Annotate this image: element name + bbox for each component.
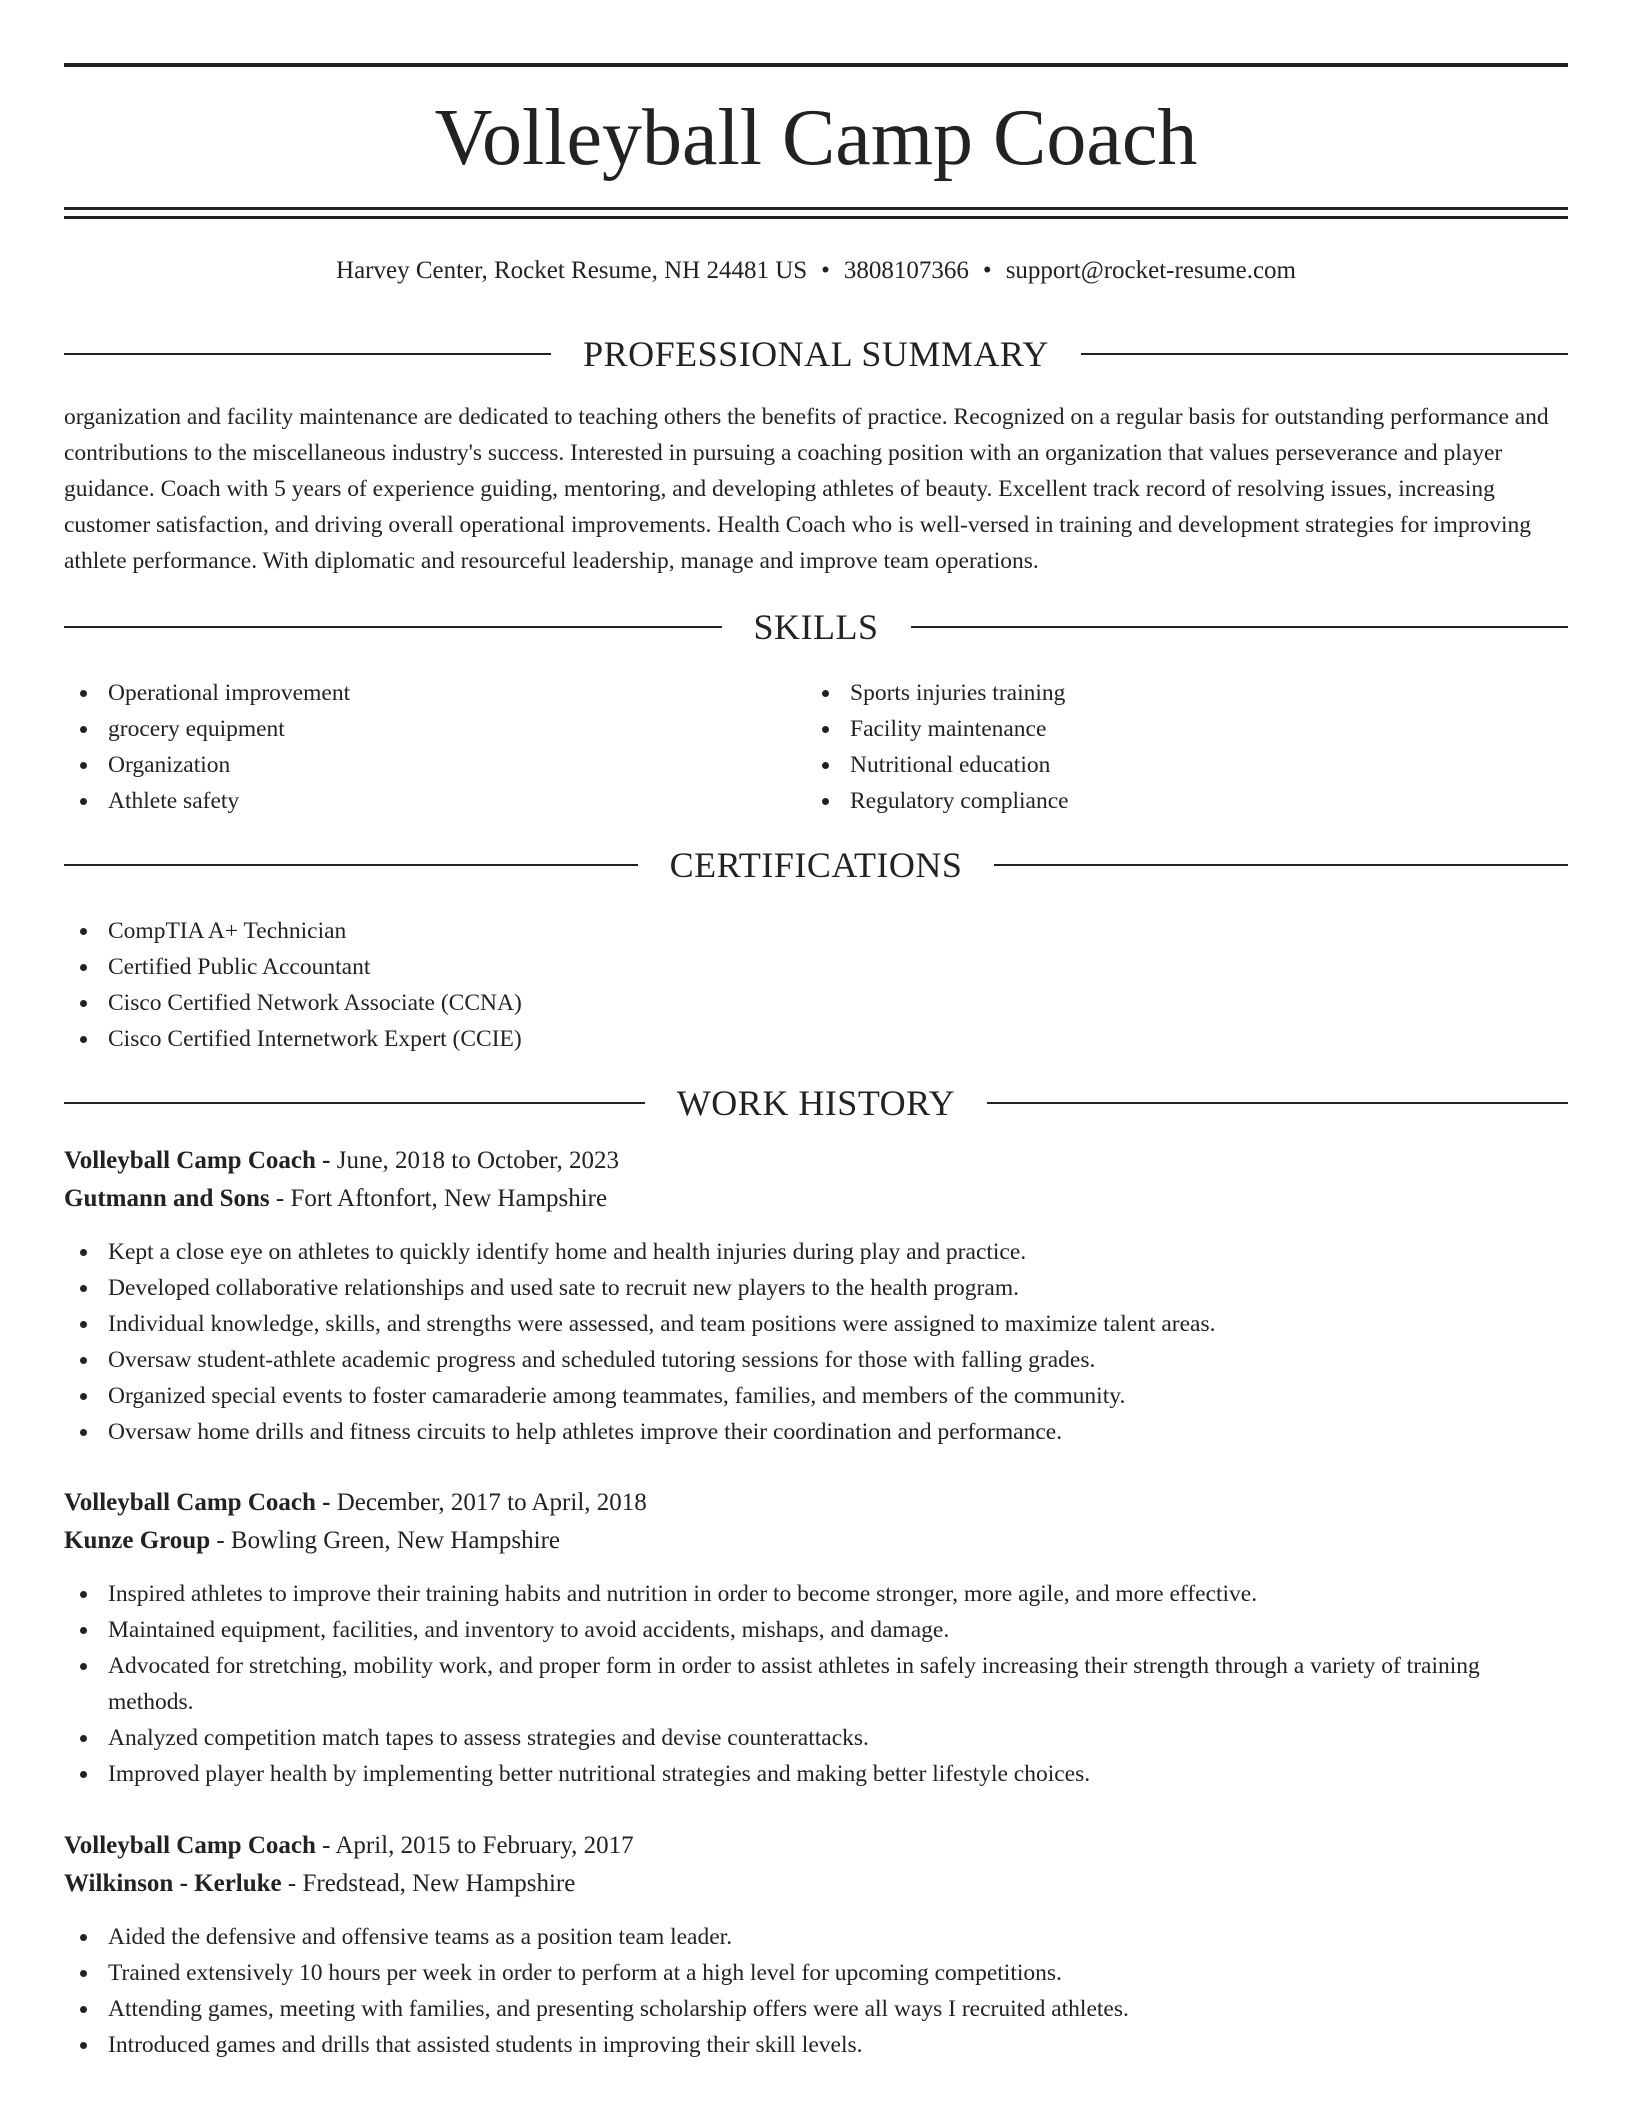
job-bullet: Aided the defensive and offensive teams as a position team leader. (64, 1919, 1568, 1955)
skills-section-title: SKILLS (753, 607, 879, 647)
job-bullet: Improved player health by implementing better nutritional strategies and making better lifestyle choices. (64, 1756, 1568, 1792)
job-title: Volleyball Camp Coach (64, 1832, 316, 1859)
job-entry (64, 1142, 1568, 1450)
certifications-list (64, 913, 1568, 1057)
job-bullet: Kept a close eye on athletes to quickly identify home and health injuries during play and practice. (64, 1234, 1568, 1270)
job-location: Fredstead, New Hampshire (302, 1870, 576, 1897)
skill-item: Nutritional education (806, 747, 1546, 783)
job-dash: - (315, 1147, 337, 1174)
skill-item: Facility maintenance (806, 711, 1546, 747)
skill-item: Athlete safety (64, 783, 804, 819)
summary-section-title: PROFESSIONAL SUMMARY (583, 334, 1049, 374)
job-location: Bowling Green, New Hampshire (230, 1527, 561, 1554)
certifications-section-title: CERTIFICATIONS (669, 845, 963, 885)
skills-section-header (64, 602, 1568, 652)
contact-phone: 3808107366 (843, 257, 969, 284)
job-dash: - (315, 1832, 336, 1859)
work-history-section-title: WORK HISTORY (676, 1083, 956, 1123)
skill-item: Organization (64, 747, 804, 783)
skill-item: Regulatory compliance (806, 783, 1546, 819)
certification-item: Certified Public Accountant (64, 949, 1568, 985)
job-bullet: Developed collaborative relationships and used sate to recruit new players to the health program. (64, 1270, 1568, 1306)
job-dates: April, 2015 to February, 2017 (335, 1832, 634, 1859)
certification-item: CompTIA A+ Technician (64, 913, 1568, 949)
section-rule (64, 626, 722, 628)
job-company: Gutmann and Sons (64, 1185, 270, 1212)
job-title-line (64, 1142, 1568, 1180)
job-entry (64, 1484, 1568, 1792)
section-rule (987, 1102, 1568, 1104)
double-rule-upper (64, 207, 1568, 210)
certifications-section-header (64, 840, 1568, 890)
job-bullet: Maintained equipment, facilities, and inventory to avoid accidents, mishaps, and damage. (64, 1612, 1568, 1648)
skill-item: grocery equipment (64, 711, 804, 747)
certification-item: Cisco Certified Network Associate (CCNA) (64, 985, 1568, 1021)
job-bullet: Oversaw student-athlete academic progress and scheduled tutoring sessions for those with falling grades. (64, 1342, 1568, 1378)
job-bullet: Analyzed competition match tapes to assess strategies and devise counterattacks. (64, 1720, 1568, 1756)
job-bullet: Individual knowledge, skills, and strengths were assessed, and team positions were assigned to maximize talent areas. (64, 1306, 1568, 1342)
job-bullet: Trained extensively 10 hours per week in order to perform at a high level for upcoming competitions. (64, 1955, 1568, 1991)
summary-section-header (64, 329, 1568, 379)
top-rule (64, 63, 1568, 67)
job-dash: - (315, 1489, 337, 1516)
section-rule (1081, 353, 1568, 355)
job-company: Kunze Group (64, 1527, 211, 1554)
job-dash: - (269, 1185, 291, 1212)
contact-address: Harvey Center, Rocket Resume, NH 24481 US (336, 257, 808, 284)
job-company-line (64, 1180, 1568, 1218)
section-rule (911, 626, 1569, 628)
summary-text: organization and facility maintenance are dedicated to teaching others the benefits of practice. Recognized on a regular basis for outstanding performance and contributions to the miscellaneous industry's success. Interested in pursuing a coaching position with an organization that values perseverance and player guidance. Coach with 5 years of experience guiding, mentoring, and developing athletes of beauty. Excellent track record of resolving issues, increasing customer satisfaction, and driving overall operational improvements. Health Coach who is well-versed in training and development strategies for improving athlete performance. With diplomatic and resourceful leadership, manage and improve team operations. (64, 404, 1549, 574)
job-entry (64, 1827, 1568, 2063)
job-title: Volleyball Camp Coach (64, 1489, 316, 1516)
skills-list-right (806, 675, 1546, 819)
job-company-line (64, 1865, 1568, 1903)
job-dates: December, 2017 to April, 2018 (336, 1489, 647, 1516)
contact-email: support@rocket-resume.com (1005, 257, 1296, 284)
skill-item: Operational improvement (64, 675, 804, 711)
contact-separator: • (982, 257, 992, 284)
job-bullet: Inspired athletes to improve their training habits and nutrition in order to become stronger, more agile, and more effective. (64, 1576, 1568, 1612)
job-bullets (64, 1576, 1568, 1792)
certification-item: Cisco Certified Internetwork Expert (CCIE) (64, 1021, 1568, 1057)
job-bullet: Organized special events to foster camaraderie among teammates, families, and members of the community. (64, 1378, 1568, 1414)
job-title-line (64, 1484, 1568, 1522)
job-company-line (64, 1522, 1568, 1560)
job-dates: June, 2018 to October, 2023 (336, 1147, 620, 1174)
skill-item: Sports injuries training (806, 675, 1546, 711)
job-dash: - (210, 1527, 231, 1554)
double-rule-lower (64, 216, 1568, 219)
job-company: Wilkinson - Kerluke (64, 1870, 282, 1897)
job-bullet: Attending games, meeting with families, and presenting scholarship offers were all ways I recruited athletes. (64, 1991, 1568, 2027)
job-dash: - (281, 1870, 303, 1897)
job-bullet: Introduced games and drills that assisted students in improving their skill levels. (64, 2027, 1568, 2063)
job-title: Volleyball Camp Coach (64, 1147, 316, 1174)
section-rule (64, 1102, 645, 1104)
job-bullets (64, 1234, 1568, 1450)
skills-list-left (64, 675, 804, 819)
work-history-section-header (64, 1078, 1568, 1128)
section-rule (64, 864, 638, 866)
section-rule (994, 864, 1568, 866)
job-bullets (64, 1919, 1568, 2063)
job-title-line (64, 1827, 1568, 1865)
contact-separator: • (821, 257, 830, 284)
job-bullet: Oversaw home drills and fitness circuits to help athletes improve their coordination and performance. (64, 1414, 1568, 1450)
job-bullet: Advocated for stretching, mobility work, and proper form in order to assist athletes in safely increasing their strength through a variety of training methods. (64, 1648, 1568, 1720)
resume-name: Volleyball Camp Coach (434, 94, 1198, 182)
section-rule (64, 353, 551, 355)
job-location: Fort Aftonfort, New Hampshire (290, 1185, 608, 1212)
contact-line (64, 253, 1568, 289)
